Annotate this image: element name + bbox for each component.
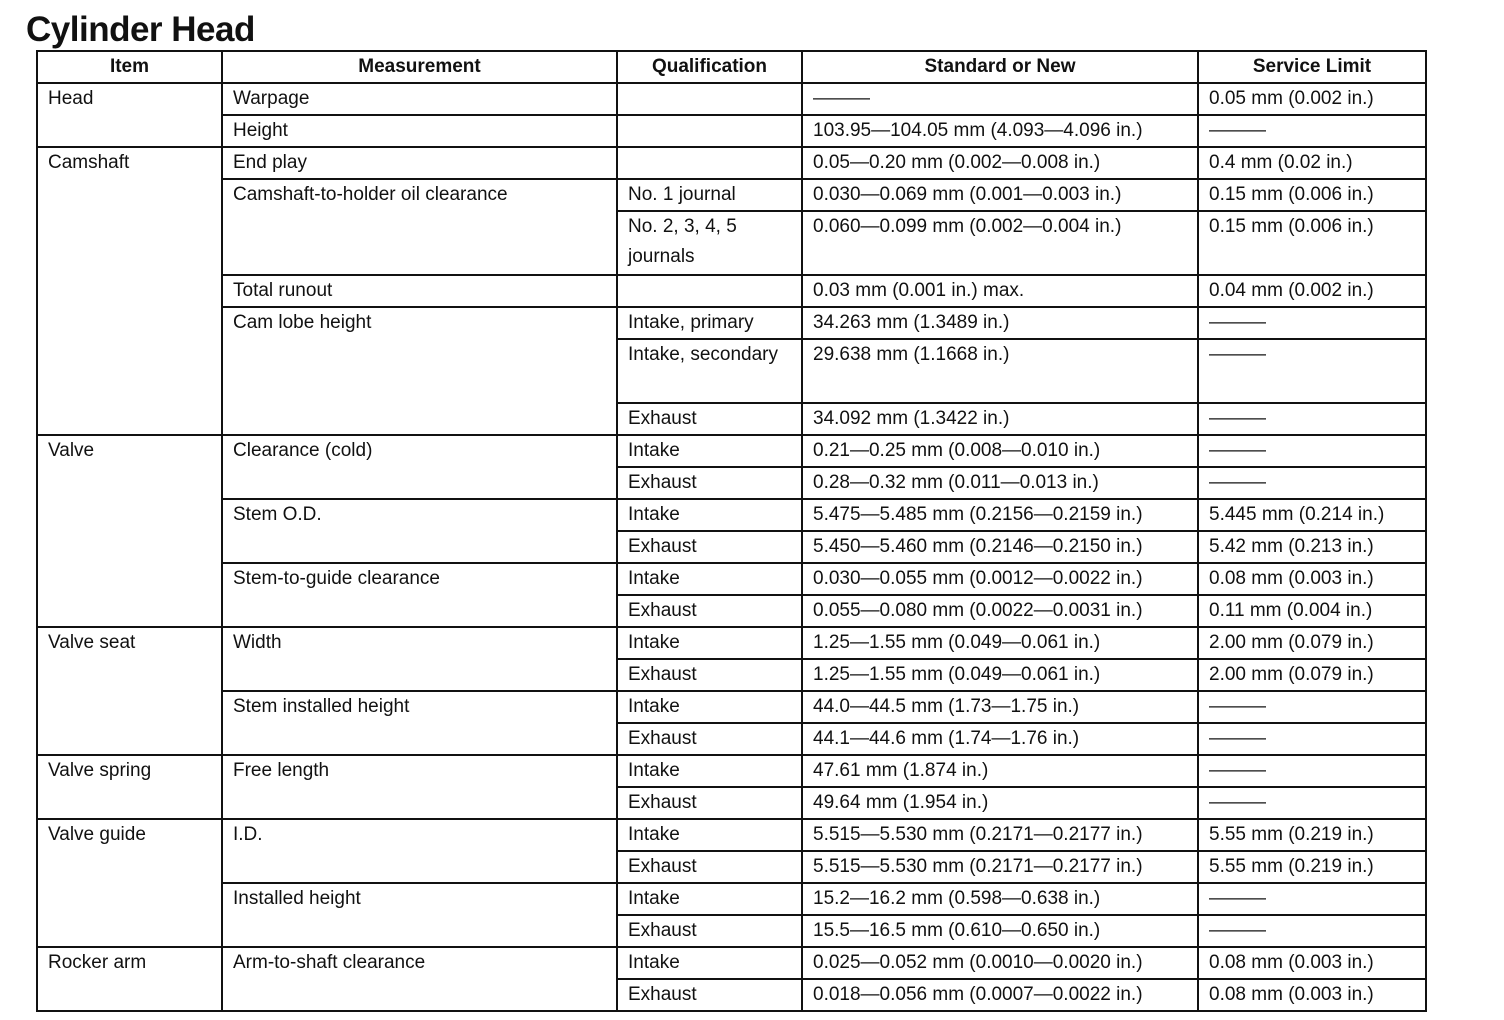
- standard-cell: 0.030—0.069 mm (0.001—0.003 in.): [802, 179, 1198, 211]
- header-measurement: Measurement: [222, 51, 617, 83]
- measurement-cell: Cam lobe height: [222, 307, 617, 435]
- measurement-cell: Width: [222, 627, 617, 691]
- limit-cell: ———: [1198, 915, 1426, 947]
- measurement-cell: Installed height: [222, 883, 617, 947]
- standard-cell: 5.450—5.460 mm (0.2146—0.2150 in.): [802, 531, 1198, 563]
- limit-cell: ———: [1198, 883, 1426, 915]
- standard-cell: ———: [802, 83, 1198, 115]
- limit-cell: ———: [1198, 115, 1426, 147]
- item-cell: Head: [37, 83, 222, 147]
- standard-cell: 0.060—0.099 mm (0.002—0.004 in.): [802, 211, 1198, 275]
- qualification-cell: Intake, primary: [617, 307, 802, 339]
- table-row: [37, 691, 1426, 723]
- item-cell: Valve spring: [37, 755, 222, 819]
- qualification-cell: [617, 275, 802, 307]
- measurement-cell: Total runout: [222, 275, 617, 307]
- qualification-cell: Intake: [617, 755, 802, 787]
- table-row: [37, 179, 1426, 211]
- measurement-cell: End play: [222, 147, 617, 179]
- limit-cell: 0.15 mm (0.006 in.): [1198, 211, 1426, 275]
- table-row: [37, 947, 1426, 979]
- limit-cell: 0.11 mm (0.004 in.): [1198, 595, 1426, 627]
- qualification-cell: Exhaust: [617, 915, 802, 947]
- standard-cell: 5.475—5.485 mm (0.2156—0.2159 in.): [802, 499, 1198, 531]
- standard-cell: 0.055—0.080 mm (0.0022—0.0031 in.): [802, 595, 1198, 627]
- qualification-cell: [617, 147, 802, 179]
- standard-cell: 1.25—1.55 mm (0.049—0.061 in.): [802, 659, 1198, 691]
- qualification-cell: Exhaust: [617, 787, 802, 819]
- standard-cell: 0.03 mm (0.001 in.) max.: [802, 275, 1198, 307]
- standard-cell: 0.21—0.25 mm (0.008—0.010 in.): [802, 435, 1198, 467]
- standard-cell: 5.515—5.530 mm (0.2171—0.2177 in.): [802, 819, 1198, 851]
- qualification-cell: Exhaust: [617, 851, 802, 883]
- standard-cell: 34.263 mm (1.3489 in.): [802, 307, 1198, 339]
- measurement-cell: Height: [222, 115, 617, 147]
- measurement-cell: Free length: [222, 755, 617, 819]
- item-cell: Valve guide: [37, 819, 222, 947]
- limit-cell: 5.42 mm (0.213 in.): [1198, 531, 1426, 563]
- measurement-cell: Clearance (cold): [222, 435, 617, 499]
- limit-cell: 0.08 mm (0.003 in.): [1198, 979, 1426, 1011]
- limit-cell: 2.00 mm (0.079 in.): [1198, 659, 1426, 691]
- qualification-cell: Exhaust: [617, 403, 802, 435]
- table-row: [37, 83, 1426, 115]
- qualification-cell: Intake: [617, 883, 802, 915]
- limit-cell: 0.15 mm (0.006 in.): [1198, 179, 1426, 211]
- standard-cell: 5.515—5.530 mm (0.2171—0.2177 in.): [802, 851, 1198, 883]
- standard-cell: 0.025—0.052 mm (0.0010—0.0020 in.): [802, 947, 1198, 979]
- limit-cell: 0.04 mm (0.002 in.): [1198, 275, 1426, 307]
- qualification-cell: [617, 83, 802, 115]
- table-row: [37, 147, 1426, 179]
- table-row: [37, 435, 1426, 467]
- limit-cell: ———: [1198, 467, 1426, 499]
- standard-cell: 29.638 mm (1.1668 in.): [802, 339, 1198, 403]
- table-row: [37, 883, 1426, 915]
- qualification-cell: Intake: [617, 627, 802, 659]
- qualification-cell: Exhaust: [617, 979, 802, 1011]
- limit-cell: 5.445 mm (0.214 in.): [1198, 499, 1426, 531]
- header-qualification: Qualification: [617, 51, 802, 83]
- qualification-cell: Exhaust: [617, 595, 802, 627]
- measurement-cell: Warpage: [222, 83, 617, 115]
- standard-cell: 34.092 mm (1.3422 in.): [802, 403, 1198, 435]
- qualification-cell: Intake: [617, 691, 802, 723]
- table-row: [37, 499, 1426, 531]
- table-row: [37, 275, 1426, 307]
- standard-cell: 15.2—16.2 mm (0.598—0.638 in.): [802, 883, 1198, 915]
- header-row: [37, 51, 1426, 83]
- header-item: Item: [37, 51, 222, 83]
- qualification-cell: Intake, secondary: [617, 339, 802, 403]
- table-row: [37, 307, 1426, 339]
- standard-cell: 44.1—44.6 mm (1.74—1.76 in.): [802, 723, 1198, 755]
- standard-cell: 0.28—0.32 mm (0.011—0.013 in.): [802, 467, 1198, 499]
- qualification-cell: Intake: [617, 435, 802, 467]
- header-standard: Standard or New: [802, 51, 1198, 83]
- limit-cell: ———: [1198, 403, 1426, 435]
- qualification-cell: Intake: [617, 499, 802, 531]
- spec-table: [36, 50, 1427, 1012]
- measurement-cell: Camshaft-to-holder oil clearance: [222, 179, 617, 275]
- limit-cell: ———: [1198, 435, 1426, 467]
- qualification-cell: [617, 115, 802, 147]
- measurement-cell: I.D.: [222, 819, 617, 883]
- limit-cell: ———: [1198, 691, 1426, 723]
- qualification-cell: Exhaust: [617, 723, 802, 755]
- standard-cell: 49.64 mm (1.954 in.): [802, 787, 1198, 819]
- measurement-cell: Stem-to-guide clearance: [222, 563, 617, 627]
- standard-cell: 47.61 mm (1.874 in.): [802, 755, 1198, 787]
- qualification-cell: No. 1 journal: [617, 179, 802, 211]
- table-row: [37, 755, 1426, 787]
- limit-cell: 5.55 mm (0.219 in.): [1198, 819, 1426, 851]
- table-row: [37, 819, 1426, 851]
- standard-cell: 1.25—1.55 mm (0.049—0.061 in.): [802, 627, 1198, 659]
- qualification-cell: Intake: [617, 563, 802, 595]
- limit-cell: 0.08 mm (0.003 in.): [1198, 947, 1426, 979]
- limit-cell: ———: [1198, 787, 1426, 819]
- page-title: Cylinder Head: [26, 10, 255, 49]
- qualification-cell: Intake: [617, 947, 802, 979]
- item-cell: Camshaft: [37, 147, 222, 435]
- standard-cell: 0.030—0.055 mm (0.0012—0.0022 in.): [802, 563, 1198, 595]
- qualification-cell: No. 2, 3, 4, 5 journals: [617, 211, 802, 275]
- qualification-cell: Exhaust: [617, 531, 802, 563]
- measurement-cell: Stem O.D.: [222, 499, 617, 563]
- limit-cell: 0.05 mm (0.002 in.): [1198, 83, 1426, 115]
- limit-cell: ———: [1198, 723, 1426, 755]
- measurement-cell: Stem installed height: [222, 691, 617, 755]
- limit-cell: 0.08 mm (0.003 in.): [1198, 563, 1426, 595]
- measurement-cell: Arm-to-shaft clearance: [222, 947, 617, 1011]
- standard-cell: 44.0—44.5 mm (1.73—1.75 in.): [802, 691, 1198, 723]
- limit-cell: 2.00 mm (0.079 in.): [1198, 627, 1426, 659]
- limit-cell: 0.4 mm (0.02 in.): [1198, 147, 1426, 179]
- standard-cell: 15.5—16.5 mm (0.610—0.650 in.): [802, 915, 1198, 947]
- table-row: [37, 627, 1426, 659]
- limit-cell: 5.55 mm (0.219 in.): [1198, 851, 1426, 883]
- limit-cell: ———: [1198, 307, 1426, 339]
- limit-cell: ———: [1198, 755, 1426, 787]
- standard-cell: 0.05—0.20 mm (0.002—0.008 in.): [802, 147, 1198, 179]
- standard-cell: 103.95—104.05 mm (4.093—4.096 in.): [802, 115, 1198, 147]
- limit-cell: ———: [1198, 339, 1426, 403]
- table-row: [37, 563, 1426, 595]
- qualification-cell: Exhaust: [617, 659, 802, 691]
- table-row: [37, 115, 1426, 147]
- item-cell: Valve seat: [37, 627, 222, 755]
- standard-cell: 0.018—0.056 mm (0.0007—0.0022 in.): [802, 979, 1198, 1011]
- item-cell: Valve: [37, 435, 222, 627]
- qualification-cell: Exhaust: [617, 467, 802, 499]
- item-cell: Rocker arm: [37, 947, 222, 1011]
- qualification-cell: Intake: [617, 819, 802, 851]
- header-service-limit: Service Limit: [1198, 51, 1426, 83]
